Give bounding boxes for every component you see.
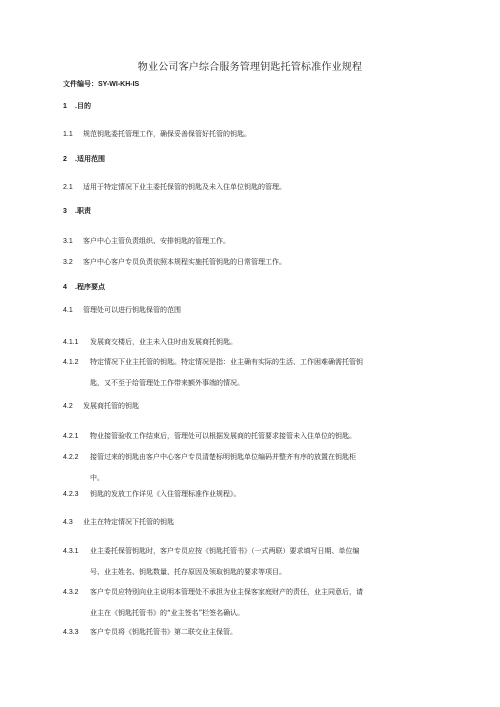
section-text: 管理处可以进行钥匙保管的范围	[83, 306, 181, 314]
section-line	[63, 102, 91, 111]
section-text: 客户专员应特别向业主说明本管理处不承担为业主保客家庭财产的责任，业主同意后，请	[90, 588, 363, 596]
section-text: .目的	[75, 103, 91, 110]
section-number: 4.3	[63, 519, 73, 526]
document-title: 物业公司客户综合服务管理钥匙托管标准作业规程	[137, 62, 363, 73]
section-line	[63, 306, 181, 315]
section-number: 3.1	[63, 238, 73, 245]
section-text: .职责	[75, 208, 91, 215]
section-text: 特定情况下业主托管的钥匙。特定情况是指：业主确有实际的生活、工作困难确需托管钥	[90, 358, 363, 366]
section-text-continuation: 匙，又不至于给管理处工作带来额外事端的情况。	[90, 379, 244, 387]
section-line	[63, 490, 241, 499]
section-text: 钥匙的发放工作详见《入住管理标准作业规程》。	[90, 490, 241, 498]
section-line	[63, 237, 230, 246]
section-line	[63, 155, 105, 164]
section-number: 2.1	[63, 184, 73, 191]
section-text: 发展商托管的钥匙	[83, 402, 139, 410]
section-line	[63, 358, 363, 367]
section-number: 4.3.2	[63, 589, 79, 596]
section-text-continuation: 号、业主姓名、钥匙数量、托存原因及领取钥匙的要求等项目。	[90, 568, 286, 576]
section-number: 4.2	[63, 403, 73, 410]
section-text: 规范钥匙委托管理工作，确保妥善保管好托管的钥匙。	[83, 130, 251, 138]
section-number: 4.2.1	[63, 433, 79, 440]
section-text: 发展商交楼后，业主未入住时由发展商托钥匙。	[90, 338, 237, 346]
section-text: 客户中心主管负责组织、安排钥匙的管理工作。	[83, 237, 230, 245]
section-number: 1.1	[63, 131, 73, 138]
section-line	[63, 183, 286, 192]
section-line	[63, 588, 363, 597]
section-number: 2	[63, 156, 67, 163]
section-number: 1	[63, 103, 67, 110]
section-line	[63, 518, 174, 527]
section-text-continuation: 中。	[90, 474, 104, 482]
section-number: 3	[63, 208, 67, 215]
section-line	[63, 283, 105, 292]
section-line	[63, 628, 237, 637]
section-number: 4.2.2	[63, 454, 79, 461]
section-text: 业主在特定情况下托管的钥匙	[83, 518, 174, 526]
section-text: 客户中心客户专员负责依照本规程实施托管钥匙的日常管理工作。	[83, 258, 286, 266]
section-number: 4.1.2	[63, 359, 79, 366]
section-text: 物业接管验收工作结束后，管理处可以根据发展商的托管要求接管未入住单位的钥匙。	[90, 432, 356, 440]
section-text: 业主委托保管钥匙时，客户专员应按《钥匙托管书》（一式两联）要求填写日期、单位编	[90, 547, 360, 555]
section-number: 4.1.1	[63, 339, 79, 346]
section-line	[63, 547, 360, 556]
section-number: 4.3.1	[63, 548, 79, 555]
section-number: 4	[63, 284, 67, 291]
document-number: 文件编号：SY-WI-KH-IS	[63, 81, 140, 88]
section-number: 4.2.3	[63, 491, 79, 498]
section-text: .适用范围	[75, 156, 105, 163]
section-line	[63, 453, 356, 462]
section-number: 3.2	[63, 259, 73, 266]
section-text: 接管过来的钥匙由客户中心客户专员清楚标明钥匙单位编码并整齐有序的放置在钥匙柜	[90, 453, 356, 461]
section-number: 4.3.3	[63, 629, 79, 636]
section-line	[63, 207, 91, 216]
section-number: 4.1	[63, 307, 73, 314]
section-line	[63, 130, 251, 139]
section-line	[63, 258, 286, 267]
section-line	[63, 402, 139, 411]
section-text-continuation: 业主在《钥匙托管书》的“业主签名”栏签名确认。	[90, 609, 245, 617]
section-line	[63, 338, 237, 347]
section-text: 客户专员将《钥匙托管书》第二联交业主保管。	[90, 628, 237, 636]
section-text: .程序要点	[75, 284, 105, 291]
section-line	[63, 432, 356, 441]
section-text: 适用于特定情况下业主委托保管的钥匙及未入住单位钥匙的管理。	[83, 183, 286, 191]
